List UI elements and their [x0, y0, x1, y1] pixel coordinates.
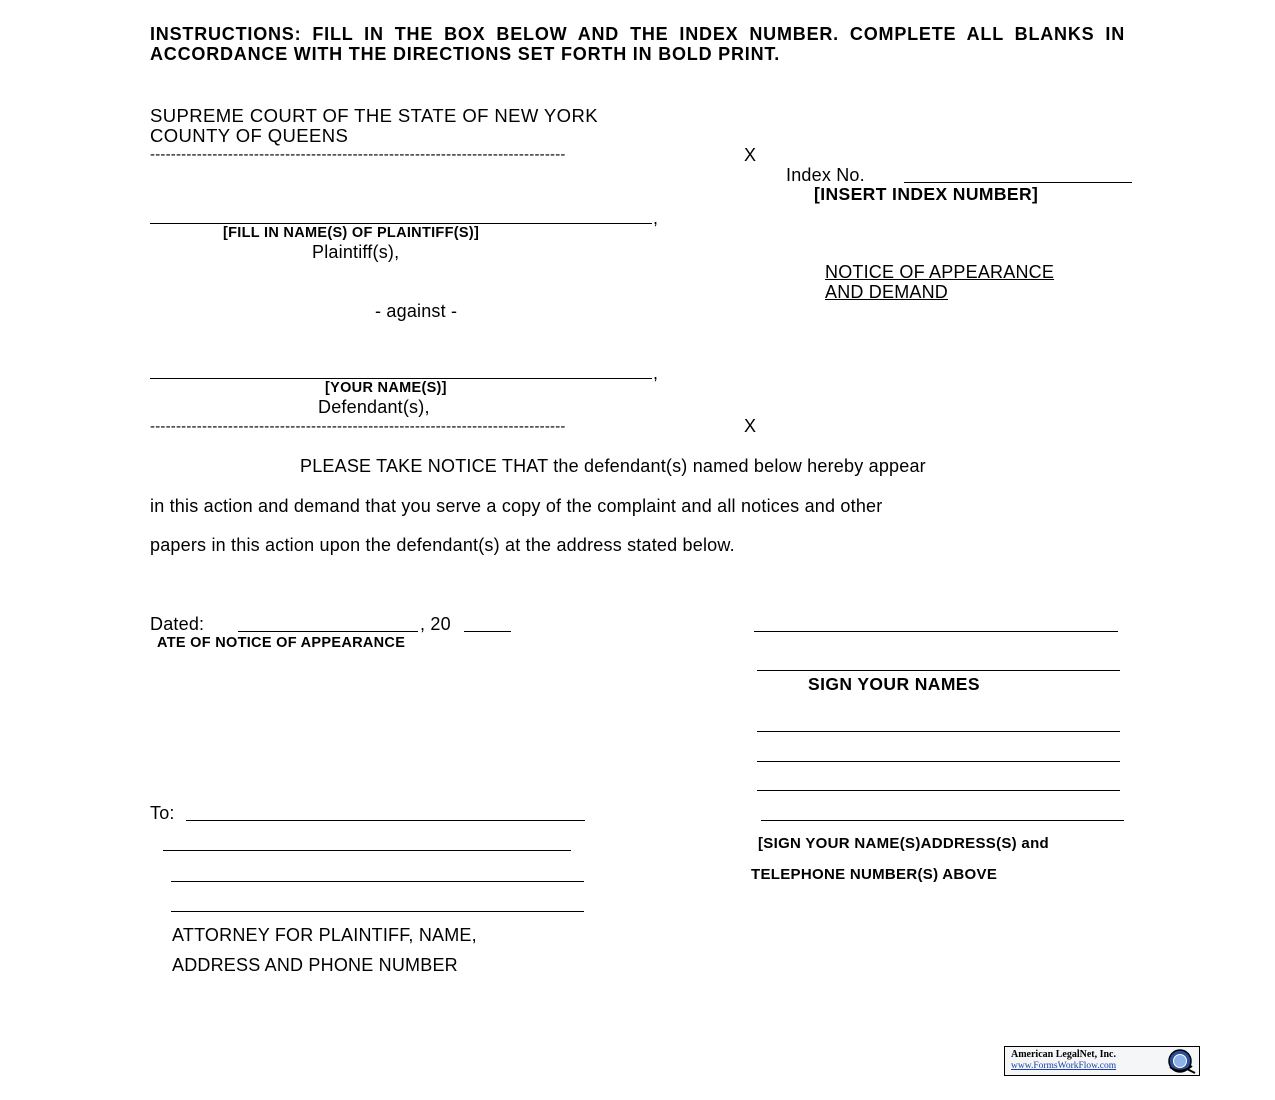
- index-number-label: Index No.: [786, 165, 865, 185]
- plaintiff-role: Plaintiff(s),: [312, 242, 400, 262]
- notice-body-line2: in this action and demand that you serve a copy of the complaint and all notices and other: [150, 496, 883, 516]
- address-line-4[interactable]: [761, 820, 1124, 821]
- defendant-name-blank[interactable]: [150, 378, 652, 379]
- signature-hint: SIGN YOUR NAMES: [808, 674, 980, 694]
- document-title-line2: AND DEMAND: [825, 282, 949, 302]
- dated-year-prefix: , 20: [420, 614, 451, 634]
- dated-date-blank[interactable]: [238, 631, 418, 632]
- defendant-comma: ,: [653, 363, 659, 383]
- address-line-3[interactable]: [757, 790, 1120, 791]
- plaintiff-name-hint: [FILL IN NAME(S) OF PLAINTIFF(S)]: [223, 225, 480, 241]
- caption-bottom-x: X: [744, 416, 757, 436]
- court-name: SUPREME COURT OF THE STATE OF NEW YORK: [150, 105, 598, 126]
- to-label: To:: [150, 803, 175, 823]
- notice-body-line3: papers in this action upon the defendant(s) at the address stated below.: [150, 535, 735, 555]
- signature-line-1[interactable]: [754, 631, 1118, 632]
- against-text: - against -: [375, 301, 458, 321]
- signature-line-2[interactable]: [757, 670, 1120, 671]
- to-line-2[interactable]: [163, 850, 571, 851]
- to-line-3[interactable]: [171, 881, 584, 882]
- caption-bottom-rule: --------------------------------------------------------------------------------: [150, 418, 566, 435]
- defendant-name-hint: [YOUR NAME(S)]: [325, 380, 447, 396]
- globe-icon: [1161, 1047, 1199, 1075]
- address-hint-line2: TELEPHONE NUMBER(S) ABOVE: [751, 866, 998, 883]
- caption-top-x: X: [744, 145, 757, 165]
- plaintiff-name-blank[interactable]: [150, 223, 652, 224]
- dated-year-blank[interactable]: [464, 631, 511, 632]
- caption-top-rule: --------------------------------------------------------------------------------: [150, 146, 566, 163]
- dated-label: Dated:: [150, 614, 205, 634]
- document-title-line1: NOTICE OF APPEARANCE: [825, 262, 1055, 282]
- court-county: COUNTY OF QUEENS: [150, 125, 349, 146]
- notice-body-line1: PLEASE TAKE NOTICE THAT the defendant(s) named below hereby appear: [300, 456, 926, 476]
- address-line-1[interactable]: [757, 731, 1120, 732]
- to-hint-line2: ADDRESS AND PHONE NUMBER: [172, 955, 458, 975]
- address-line-2[interactable]: [757, 761, 1120, 762]
- defendant-role: Defendant(s),: [318, 397, 430, 417]
- address-hint-line1: [SIGN YOUR NAME(S)ADDRESS(S) and: [758, 835, 1050, 852]
- instructions-text: INSTRUCTIONS: FILL IN THE BOX BELOW AND THE INDEX NUMBER. COMPLETE ALL BLANKS IN ACCORDANCE WITH THE DIRECTIONS SET FORTH IN BOLD PRINT.: [150, 24, 1125, 64]
- logo-url-link[interactable]: www.FormsWorkFlow.com: [1011, 1061, 1117, 1071]
- plaintiff-comma: ,: [653, 208, 659, 228]
- index-number-hint: [INSERT INDEX NUMBER]: [814, 184, 1039, 204]
- to-line-1[interactable]: [186, 820, 585, 821]
- dated-hint: ATE OF NOTICE OF APPEARANCE: [157, 635, 406, 651]
- logo-company-name: American LegalNet, Inc.: [1011, 1049, 1116, 1060]
- index-number-blank[interactable]: [904, 182, 1132, 183]
- forms-workflow-logo[interactable]: [1004, 1046, 1200, 1076]
- to-hint-line1: ATTORNEY FOR PLAINTIFF, NAME,: [172, 925, 477, 945]
- to-line-4[interactable]: [171, 911, 584, 912]
